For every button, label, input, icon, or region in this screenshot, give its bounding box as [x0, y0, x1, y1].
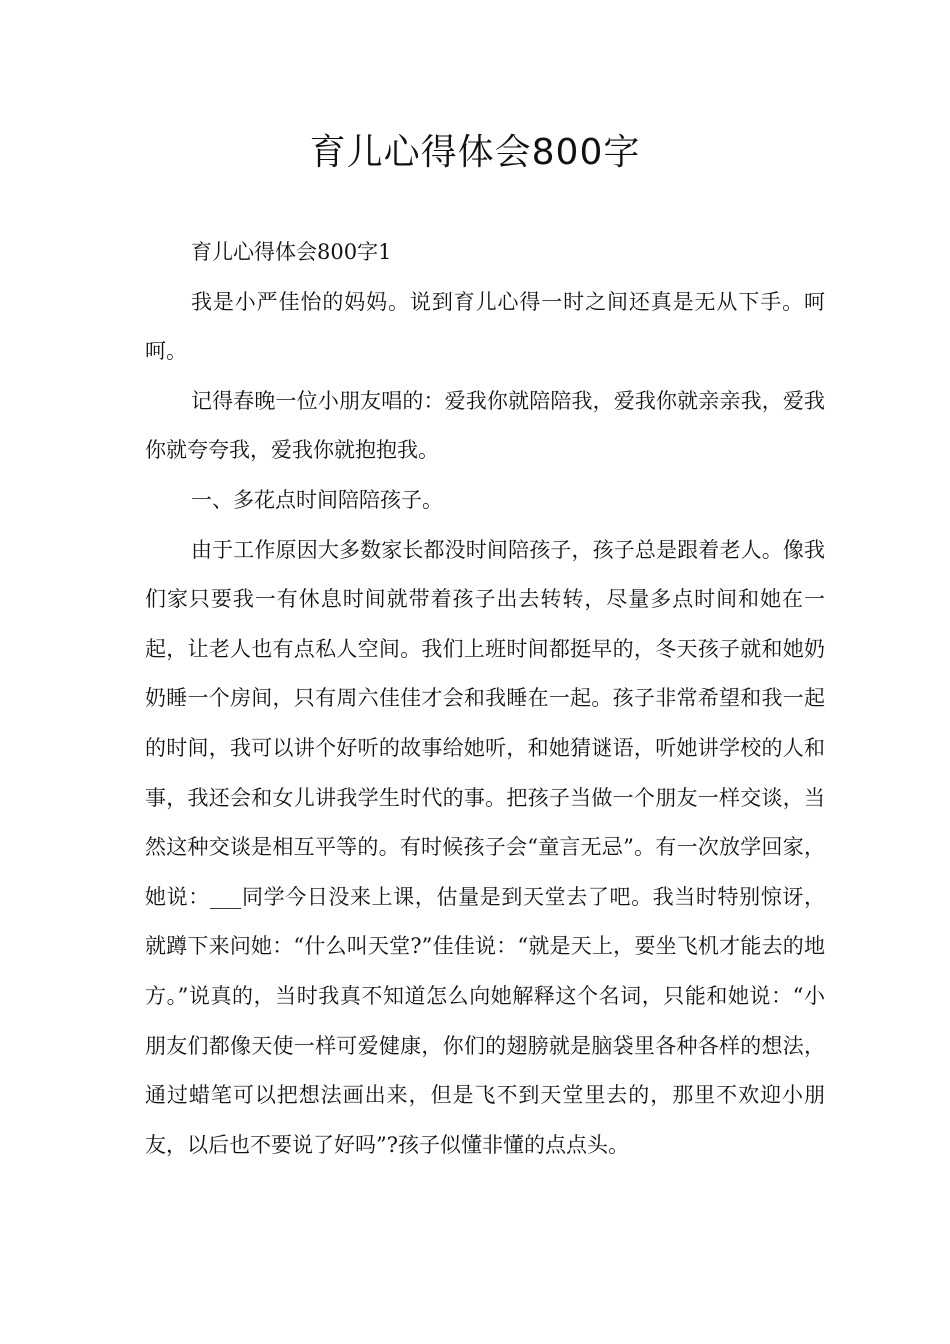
document-body — [145, 228, 825, 1170]
section-heading: 育儿心得体会800字1 — [191, 240, 392, 264]
paragraph: 我是小严佳怡的妈妈。说到育儿心得一时之间还真是无从下手。呵呵。 — [145, 289, 825, 364]
document-title: 育儿心得体会800字 — [309, 132, 641, 173]
subsection-heading: 一、多花点时间陪陪孩子。 — [191, 487, 443, 512]
paragraph: 由于工作原因大多数家长都没时间陪孩子，孩子总是跟着老人。像我们家只要我一有休息时间就带着孩子出去转转，尽量多点时间和她在一起，让老人也有点私人空间。我们上班时间都挺早的，冬天孩子就和她奶奶睡一个房间，只有周六佳佳才会和我睡在一起。孩子非常希望和我一起的时间，我可以讲个好听的故事给她听，和她猜谜语，听她讲学校的人和事，我还会和女儿讲我学生时代的事。把孩子当做一个朋友一样交谈，当然这种交谈是相互平等的。有时候孩子会“童言无忌”。有一次放学回家，她说：___同学今日没来上课，估量是到天堂去了吧。我当时特别惊讶，就蹲下来问她：“什么叫天堂?”佳佳说：“就是天上，要坐飞机才能去的地方。”说真的，当时我真不知道怎么向她解释这个名词，只能和她说：“小朋友们都像天使一样可爱健康，你们的翅膀就是脑袋里各种各样的想法，通过蜡笔可以把想法画出来，但是飞不到天堂里去的，那里不欢迎小朋友，以后也不要说了好吗”?孩子似懂非懂的点点头。 — [145, 537, 825, 1157]
paragraph: 记得春晚一位小朋友唱的：爱我你就陪陪我，爱我你就亲亲我，爱我你就夸夸我，爱我你就抱抱我。 — [145, 388, 825, 463]
